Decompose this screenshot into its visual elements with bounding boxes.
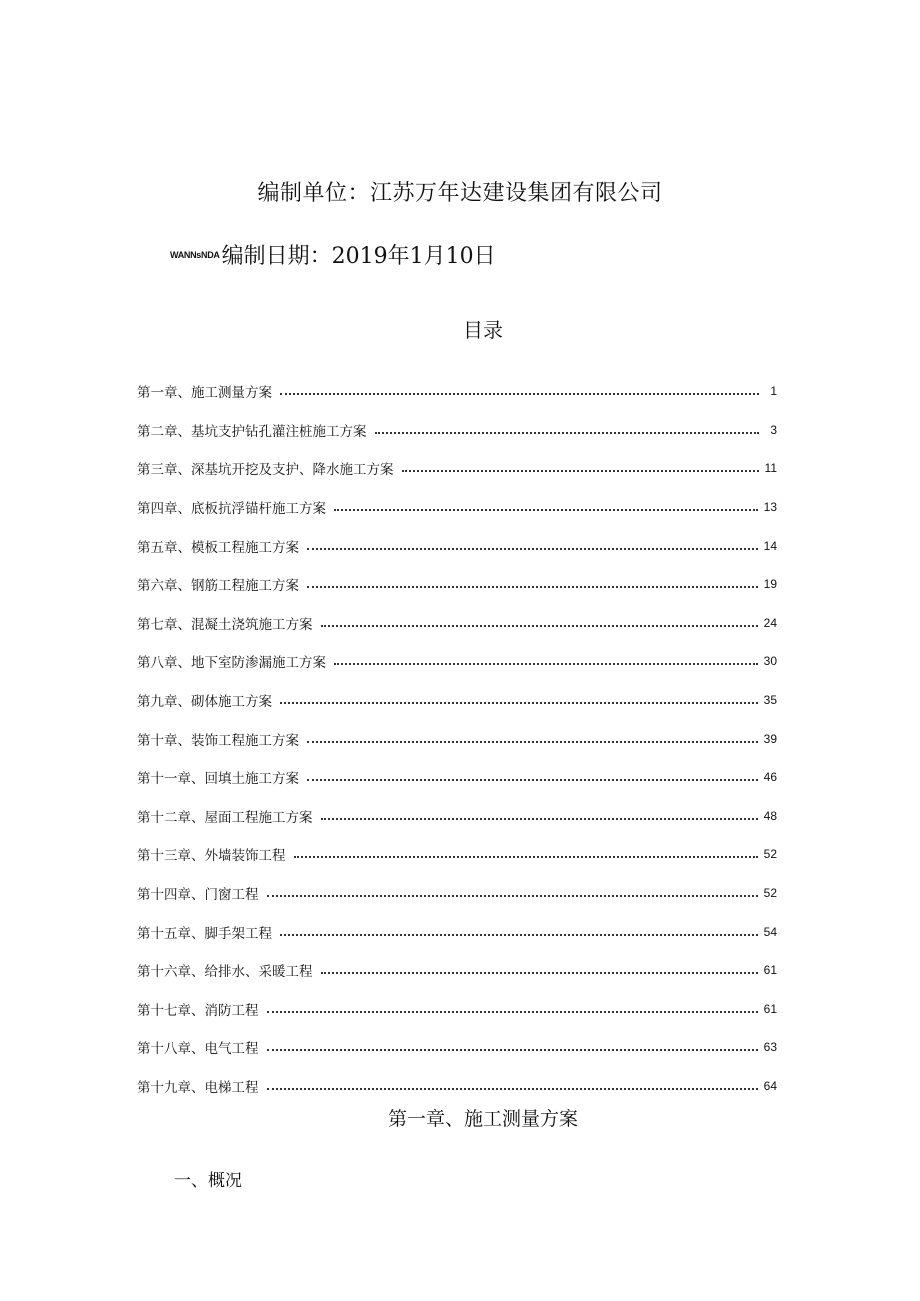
toc-entry[interactable]	[137, 642, 777, 681]
chapter-heading: 第一章、施工测量方案	[387, 1108, 578, 1130]
toc-entry-page: 39	[763, 731, 777, 746]
toc-entry-page: 19	[763, 577, 777, 592]
toc-entry-page: 1	[770, 384, 777, 399]
organization-line: 编制单位：江苏万年达建设集团有限公司	[257, 181, 663, 206]
toc-dot-leader	[402, 470, 759, 472]
toc-entry-label: 第十六章、给排水、采暖工程	[137, 964, 313, 981]
toc-entry[interactable]	[137, 1067, 777, 1106]
toc-entry[interactable]	[137, 835, 777, 874]
toc-dot-leader	[267, 1011, 758, 1013]
toc-dot-leader	[307, 741, 758, 743]
toc-entry-label: 第六章、钢筋工程施工方案	[137, 578, 299, 595]
toc-entry[interactable]	[137, 874, 777, 913]
toc-dot-leader	[267, 1088, 758, 1090]
toc-entry-page: 52	[763, 847, 777, 862]
toc-entry-page: 11	[764, 461, 777, 476]
toc-entry-label: 第十三章、外墙装饰工程	[137, 848, 286, 865]
table-of-contents	[137, 372, 777, 1105]
toc-dot-leader	[307, 548, 758, 550]
toc-entry-page: 63	[763, 1040, 777, 1055]
toc-entry-page: 35	[763, 693, 777, 708]
toc-dot-leader	[321, 818, 758, 820]
toc-entry-page: 24	[763, 615, 777, 630]
toc-entry[interactable]	[137, 681, 777, 720]
toc-entry-page: 3	[770, 422, 777, 437]
toc-entry[interactable]	[137, 411, 777, 450]
section-heading: 一、概况	[174, 1171, 242, 1191]
toc-entry-page: 48	[763, 808, 777, 823]
toc-entry-label: 第十九章、电梯工程	[137, 1079, 259, 1096]
toc-entry-label: 第三章、深基坑开挖及支护、降水施工方案	[137, 462, 394, 479]
toc-dot-leader	[334, 509, 758, 511]
toc-dot-leader	[375, 432, 760, 434]
toc-dot-leader	[321, 972, 758, 974]
toc-dot-leader	[280, 702, 758, 704]
toc-dot-leader	[294, 856, 758, 858]
toc-dot-leader	[280, 393, 759, 395]
toc-dot-leader	[267, 1049, 758, 1051]
compile-date: 编制日期：2019年1月10日	[221, 244, 496, 269]
toc-entry[interactable]	[137, 372, 777, 411]
toc-entry-label: 第十章、装饰工程施工方案	[137, 732, 299, 749]
toc-dot-leader	[307, 586, 758, 588]
toc-entry-label: 第十二章、屋面工程施工方案	[137, 809, 313, 826]
toc-entry-page: 54	[763, 924, 777, 939]
toc-entry[interactable]	[137, 1028, 777, 1067]
toc-dot-leader	[334, 663, 758, 665]
toc-entry-label: 第十四章、门窗工程	[137, 887, 259, 904]
toc-entry-page: 46	[763, 770, 777, 785]
toc-entry-label: 第十七章、消防工程	[137, 1002, 259, 1019]
toc-entry[interactable]	[137, 719, 777, 758]
toc-dot-leader	[267, 895, 758, 897]
date-line	[170, 239, 496, 270]
toc-entry[interactable]	[137, 488, 777, 527]
toc-entry-label: 第四章、底板抗浮锚杆施工方案	[137, 501, 326, 518]
toc-entry[interactable]	[137, 604, 777, 643]
toc-entry[interactable]	[137, 758, 777, 797]
toc-dot-leader	[307, 779, 758, 781]
toc-entry-page: 14	[763, 538, 777, 553]
toc-entry-label: 第一章、施工测量方案	[137, 385, 272, 402]
toc-dot-leader	[321, 625, 758, 627]
toc-entry[interactable]	[137, 912, 777, 951]
toc-entry-page: 52	[763, 886, 777, 901]
company-stamp-text: WANNsNDA	[170, 249, 220, 260]
toc-entry-page: 64	[763, 1078, 777, 1093]
toc-entry[interactable]	[137, 951, 777, 990]
toc-entry-label: 第十一章、回填土施工方案	[137, 771, 299, 788]
toc-entry-page: 61	[763, 1001, 777, 1016]
toc-entry[interactable]	[137, 449, 777, 488]
toc-entry[interactable]	[137, 990, 777, 1029]
toc-entry-label: 第十五章、脚手架工程	[137, 925, 272, 942]
toc-entry[interactable]	[137, 526, 777, 565]
toc-entry-page: 13	[763, 500, 777, 515]
toc-entry-label: 第二章、基坑支护钻孔灌注桩施工方案	[137, 423, 367, 440]
toc-dot-leader	[280, 934, 758, 936]
toc-entry[interactable]	[137, 797, 777, 836]
toc-entry-label: 第十八章、电气工程	[137, 1041, 259, 1058]
toc-entry-label: 第八章、地下室防渗漏施工方案	[137, 655, 326, 672]
toc-entry-label: 第五章、模板工程施工方案	[137, 539, 299, 556]
toc-entry-label: 第九章、砌体施工方案	[137, 694, 272, 711]
toc-entry[interactable]	[137, 565, 777, 604]
toc-entry-page: 61	[763, 963, 777, 978]
toc-entry-page: 30	[763, 654, 777, 669]
toc-entry-label: 第七章、混凝土浇筑施工方案	[137, 616, 313, 633]
toc-title: 目录	[463, 318, 503, 342]
